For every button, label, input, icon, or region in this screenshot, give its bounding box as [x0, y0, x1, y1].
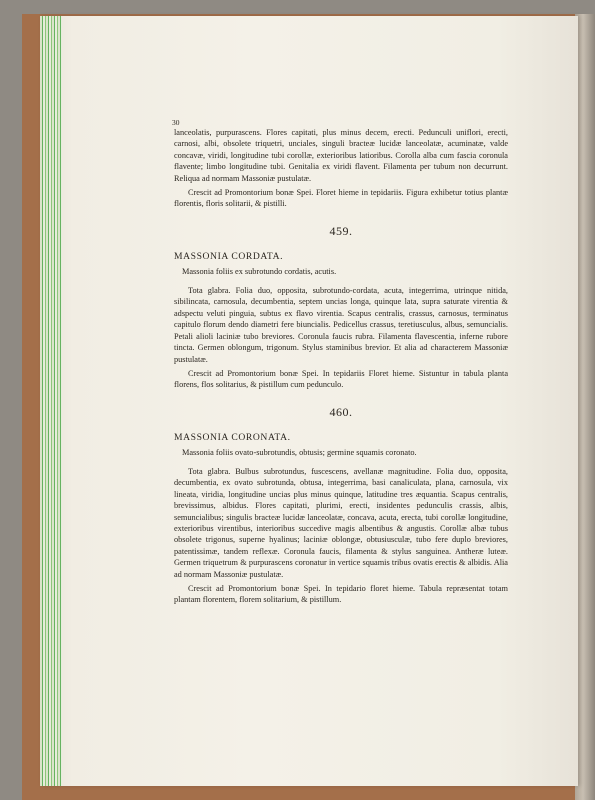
species-description-cordata: Tota glabra. Folia duo, opposita, subrotundo-cordata, acuta, integerrima, utrinque nitida, sibilincata, carnosula, decumbentia, septem uncias longa, quinque lata, supra saturate virentia & adspectu veluti pinguia, subtus ex flavo virentia. Scapus centralis, crassus, carnosus, terminatus capitulo florum dendo diametri fere biuncialis. Pedicellus crassus, teretiusculus, albus, semuncialis. Petali alioli laciniæ tubo breviores. Coronula faucis rubra. Filamenta flavescentia, inferne rubore tincta. Germen oblongum, trigonum. Stylus staminibus brevior. Et alia ad characterem Massoniæ pustulatæ.	[174, 286, 508, 364]
intro-description: lanceolatis, purpurascens. Flores capitati, plus minus decem, erecti. Pedunculi uniflori, erecti, carnosi, albi, obsolete triquetri, unciales, singuli bracteæ lucidæ lanceolatæ, acuminatæ, valde concavæ, viridi, longitudine tubi corollæ, exterioribus latioribus. Corolla alba cum fascia coronula flavente; limbo longitudine tubi. Genitalia ex viridi flavent. Filamenta per tubum non decurrunt. Reliqua ad normam Massoniæ pustulatæ.	[174, 128, 508, 183]
species-diagnosis-cordata: Massonia foliis ex subrotundo cordatis, acutis.	[182, 266, 337, 276]
section-number-460: 460.	[329, 404, 353, 419]
species-title-coronata: MASSONIA CORONATA.	[174, 432, 291, 444]
intro-habitat: Crescit ad Promontorium bonæ Spei. Floret hieme in tepidariis. Figura exhibetur totius plantæ florentis, floris solitarii, & pistilli.	[174, 188, 508, 209]
species-habitat-coronata: Crescit ad Promontorium bonæ Spei. In tepidario floret hieme. Tabula repræsentat totam plantam florentem, florem solitarium, & pistillum.	[174, 584, 508, 605]
species-habitat-cordata: Crescit ad Promontorium bonæ Spei. In tepidariis Floret hieme. Sistuntur in tabula planta florens, flos solitarius, & pistillum cum pedunculo.	[174, 368, 508, 390]
species-title-cordata: MASSONIA CORDATA.	[174, 251, 284, 263]
page-gutter-binding	[40, 16, 62, 786]
species-diagnosis-coronata: Massonia foliis ovato-subrotundis, obtusis; germine squamis coronato.	[182, 447, 417, 457]
page-stack-edge	[575, 14, 595, 800]
species-description-coronata: Tota glabra. Bulbus subrotundus, fuscescens, avellanæ magnitudine. Folia duo, opposita, decumbentia, ex ovato subrotunda, obtusa, integerrima, basi canaliculata, plana, carnosula, vix lineata, viridia, longitudine uncias plus minus quinque, latitudine tres æquantia. Scapus centralis, brevissimus, albidus. Flores capitati, plurimi, erecti, insidentes pedunculis crassis, albis, semuncialibus; singulis bracteæ lucidæ lanceolatæ, concava, acuta, erecta, tubi corollæ longitudine, exterioribus virentibus, interioribus succedive magis albentibus & angustis. Corollæ albæ tubus obsolete trigonus, superne hyalinus; laciniæ oblongæ, obtusiusculæ, tubo fere duplo breviores, patentissimæ, tandem reflexæ. Coronula faucis, filamenta & stylus sanguinea. Antheræ luteæ. Germen triquetrum & purpurascens coronatur in vertice squamis tribus ovatis erectis & albidis. Alia ad normam Massoniæ pustulatæ.	[174, 466, 508, 579]
section-number-459: 459.	[329, 223, 353, 238]
page-number: 30	[172, 118, 180, 127]
page-text	[174, 118, 508, 606]
